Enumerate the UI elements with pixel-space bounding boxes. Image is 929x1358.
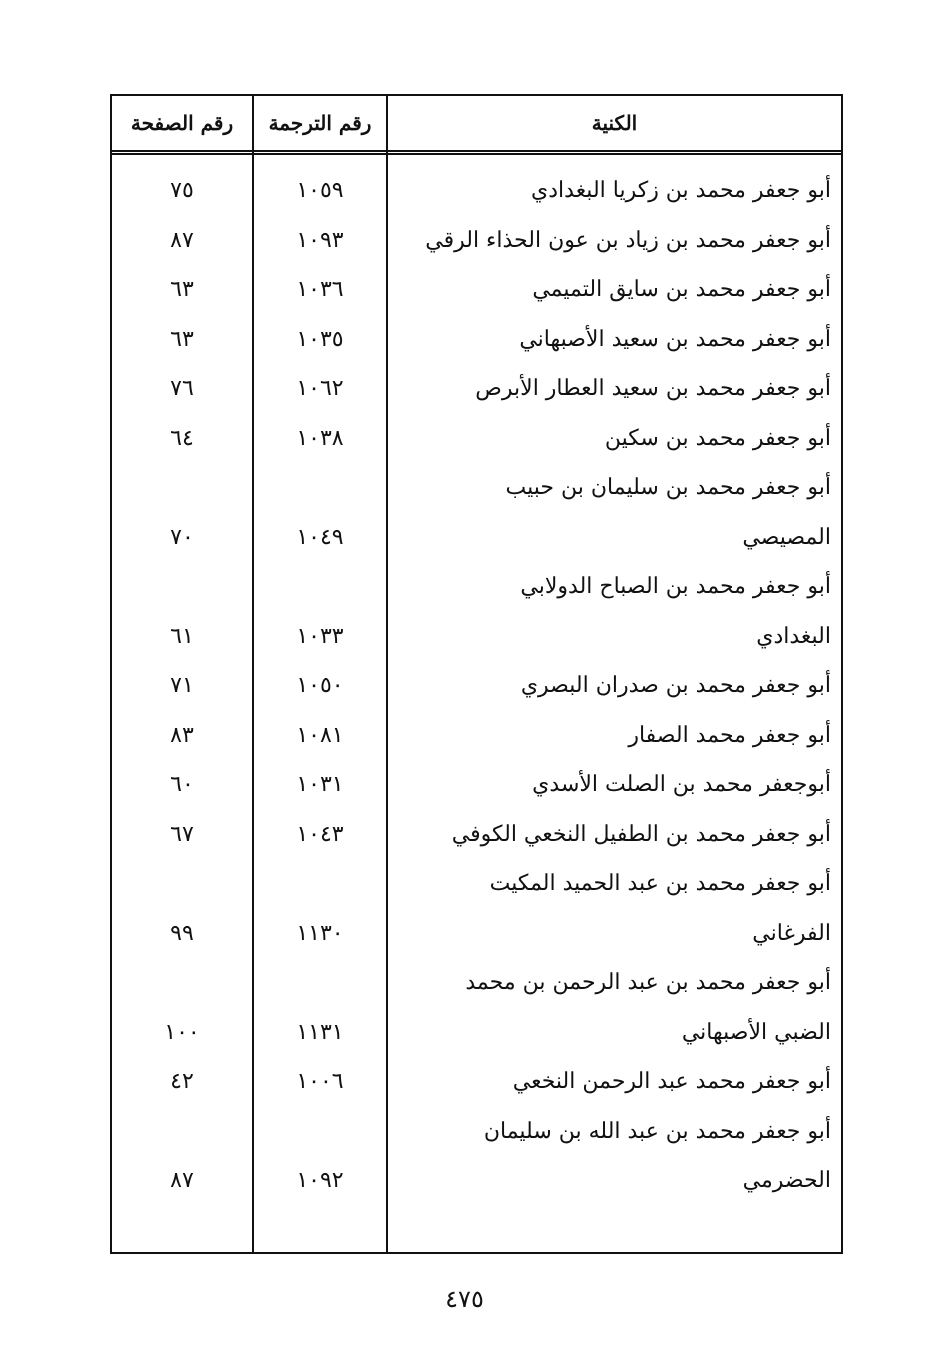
row-kunya: أبو جعفر محمد بن زكريا البغدادي bbox=[531, 178, 831, 203]
row-page-number: ٩٩ bbox=[170, 920, 194, 946]
row-page-number bbox=[112, 463, 252, 513]
row-translation-number: ١٠٥٠ bbox=[296, 673, 344, 698]
row-page-number: ٧٦ bbox=[170, 376, 194, 401]
table-row bbox=[112, 1156, 841, 1206]
row-translation-number bbox=[254, 562, 386, 612]
row-translation-number: ١١٣١ bbox=[296, 1019, 344, 1045]
row-translation-number: ١٠٣٣ bbox=[296, 623, 344, 649]
index-table bbox=[110, 94, 843, 1254]
table-row bbox=[112, 315, 841, 365]
table-body bbox=[112, 166, 841, 1206]
row-page-number: ٦٣ bbox=[170, 326, 194, 352]
row-kunya: المصيصي bbox=[742, 524, 831, 550]
row-kunya: أبو جعفر محمد بن سكين bbox=[604, 425, 831, 451]
row-translation-number: ١٠٨١ bbox=[296, 722, 344, 748]
row-page-number: ١٠٠ bbox=[164, 1019, 200, 1045]
row-translation-number: ١٠٩٢ bbox=[296, 1168, 344, 1193]
table-row bbox=[112, 909, 841, 959]
row-page-number: ٦٣ bbox=[170, 277, 194, 302]
row-kunya: أبو جعفر محمد بن سعيد العطار الأبرص bbox=[475, 376, 831, 401]
table-row bbox=[112, 166, 841, 216]
row-page-number: ٤٢ bbox=[170, 1069, 194, 1094]
table-row bbox=[112, 760, 841, 810]
table-row bbox=[112, 1057, 841, 1107]
header-page-number: رقم الصفحة bbox=[130, 111, 234, 135]
row-page-number: ٧٠ bbox=[170, 524, 194, 550]
header-translation-number: رقم الترجمة bbox=[268, 111, 372, 135]
row-kunya: أبوجعفر محمد بن الصلت الأسدي bbox=[532, 772, 831, 797]
row-translation-number bbox=[254, 958, 386, 1008]
row-page-number: ٦١ bbox=[170, 623, 194, 649]
table-row bbox=[112, 265, 841, 315]
row-kunya: أبو جعفر محمد بن زياد بن عون الحذاء الرقي bbox=[425, 227, 831, 253]
table-row bbox=[112, 810, 841, 860]
row-kunya: أبو جعفر محمد عبد الرحمن النخعي bbox=[512, 1069, 831, 1094]
header-kunya: الكنية bbox=[591, 111, 638, 135]
page-number: ٤٧٥ bbox=[445, 1285, 484, 1313]
row-translation-number: ١٠٣١ bbox=[296, 772, 344, 797]
row-page-number bbox=[112, 1107, 252, 1157]
row-page-number: ٨٧ bbox=[170, 227, 194, 253]
row-page-number: ٦٠ bbox=[170, 772, 194, 797]
table-row bbox=[112, 1008, 841, 1058]
row-translation-number: ١٠٦٢ bbox=[296, 376, 344, 401]
row-kunya: الضبي الأصبهاني bbox=[681, 1019, 831, 1045]
row-translation-number: ١١٣٠ bbox=[296, 920, 344, 946]
row-page-number: ٧٥ bbox=[170, 178, 194, 203]
row-kunya: الحضرمي bbox=[742, 1168, 831, 1193]
table-row bbox=[112, 562, 841, 612]
table-row bbox=[112, 1107, 841, 1157]
table-row bbox=[112, 661, 841, 711]
row-page-number: ٨٣ bbox=[170, 722, 194, 748]
row-kunya: أبو جعفر محمد بن سايق التميمي bbox=[532, 277, 831, 302]
row-page-number bbox=[112, 562, 252, 612]
row-translation-number: ١٠٤٩ bbox=[296, 524, 344, 550]
row-translation-number: ١٠٥٩ bbox=[296, 178, 344, 203]
row-kunya: أبو جعفر محمد بن عبد الرحمن بن محمد bbox=[465, 970, 831, 995]
row-page-number: ٦٧ bbox=[170, 821, 194, 847]
table-row bbox=[112, 513, 841, 563]
row-translation-number bbox=[254, 859, 386, 909]
row-kunya: أبو جعفر محمد بن الطفيل النخعي الكوفي bbox=[451, 821, 831, 847]
row-kunya: أبو جعفر محمد بن سعيد الأصبهاني bbox=[519, 326, 831, 352]
row-translation-number: ١٠٣٨ bbox=[296, 425, 344, 451]
row-kunya: البغدادي bbox=[756, 623, 831, 649]
row-translation-number: ١٠٤٣ bbox=[296, 821, 344, 847]
row-translation-number: ١٠٩٣ bbox=[296, 227, 344, 253]
row-translation-number: ١٠٠٦ bbox=[296, 1069, 344, 1094]
row-page-number: ٨٧ bbox=[170, 1168, 194, 1193]
table-header bbox=[112, 96, 841, 155]
row-kunya: أبو جعفر محمد بن عبد الحميد المكيت bbox=[489, 871, 831, 896]
row-translation-number: ١٠٣٦ bbox=[296, 277, 344, 302]
row-translation-number bbox=[254, 463, 386, 513]
row-kunya: أبو جعفر محمد الصفار bbox=[628, 722, 831, 748]
row-page-number bbox=[112, 859, 252, 909]
table-row bbox=[112, 612, 841, 662]
table-row bbox=[112, 463, 841, 513]
row-page-number: ٧١ bbox=[170, 673, 194, 698]
row-translation-number: ١٠٣٥ bbox=[296, 326, 344, 352]
row-page-number bbox=[112, 958, 252, 1008]
table-row bbox=[112, 958, 841, 1008]
row-kunya: أبو جعفر محمد بن عبد الله بن سليمان bbox=[483, 1118, 831, 1144]
table-row bbox=[112, 711, 841, 761]
table-row bbox=[112, 364, 841, 414]
table-row bbox=[112, 216, 841, 266]
row-kunya: الفرغاني bbox=[752, 920, 831, 946]
row-translation-number bbox=[254, 1107, 386, 1157]
table-row bbox=[112, 859, 841, 909]
row-kunya: أبو جعفر محمد بن سليمان بن حبيب bbox=[505, 475, 831, 500]
row-kunya: أبو جعفر محمد بن الصباح الدولابي bbox=[520, 574, 831, 599]
table-row bbox=[112, 414, 841, 464]
row-kunya: أبو جعفر محمد بن صدران البصري bbox=[520, 673, 831, 698]
row-page-number: ٦٤ bbox=[170, 425, 194, 451]
